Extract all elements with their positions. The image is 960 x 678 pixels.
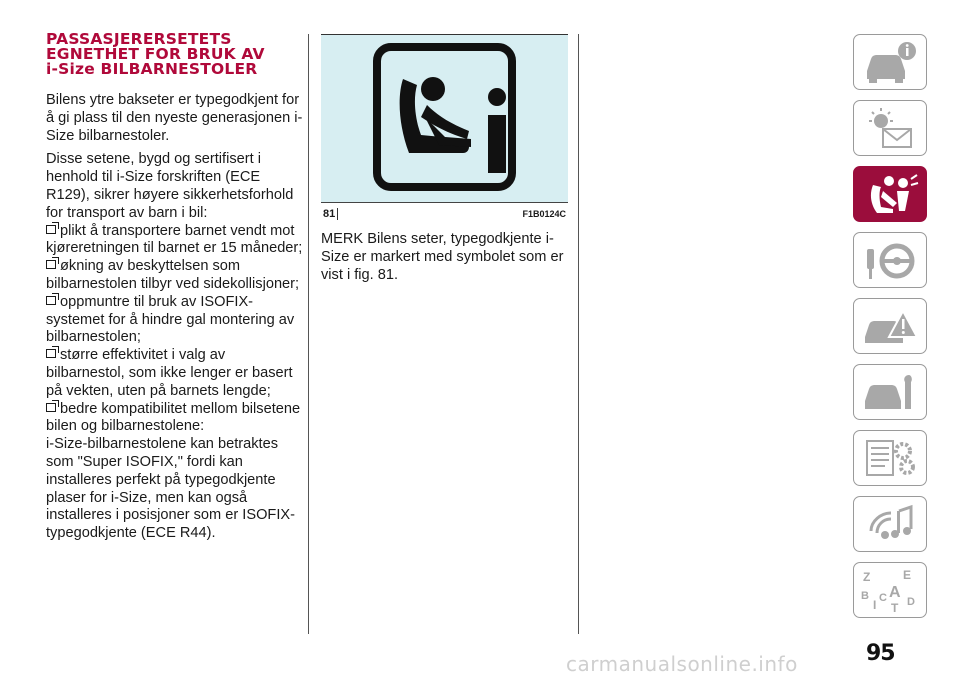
i-size-child-seat-symbol-icon [321,35,568,202]
body-column-left [46,92,304,549]
intro-paragraph: Bilens ytre bakseter er typegodkjent for å gi plass til den nyeste generasjonen i-Size bilbarnestoler. [46,92,303,144]
index-letter: I [873,598,877,612]
tab-safety[interactable] [853,166,927,222]
seat-airbag-safety-icon [859,171,921,217]
figure-code: F1B0124C [522,209,566,219]
checkbox-bullet-icon [46,260,56,269]
multimedia-icon [859,501,921,547]
isofix-paragraph: i-Size-bilbarnestolene kan betraktes som "Super ISOFIX," fordi kan installeres perfekt på typegodkjente plaser for i-Size, men kan også installeres i posisjoner som er ISOFIX-typegodkjente (ECE R44). [46,436,295,542]
list-item: plikt å transportere barnet vendt mot kjøreretningen til barnet er 15 måneder; [46,222,303,257]
index-letter: B [861,590,869,602]
figure-image [321,34,568,202]
heading-line: EGNETHET FOR BRUK AV [46,45,265,63]
tab-multimedia[interactable] [853,496,927,552]
tab-emergency[interactable] [853,298,927,354]
index-letter: E [903,568,912,582]
technical-data-gears-icon [859,435,921,481]
column-divider [578,34,579,634]
checkbox-bullet-icon [46,349,56,358]
car-emergency-icon [859,303,921,349]
checkbox-bullet-icon [46,403,56,412]
tab-index[interactable] [853,562,927,618]
alphabetical-index-icon [859,567,921,613]
tab-starting-driving[interactable] [853,232,927,288]
safety-paragraph: Disse setene, bygd og sertifisert i henhold til i-Size forskriften (ECE R129), sikrer høyere sikkerhetsforhold for transport av barn i bil: [46,151,294,221]
heading-line: i-Size BILBARNESTOLER [46,60,258,78]
column-divider [308,34,309,634]
checkbox-bullet-icon [46,225,56,234]
tab-technical-data[interactable] [853,430,927,486]
figure-caption [321,202,568,223]
tab-maintenance[interactable] [853,364,927,420]
index-letter: D [907,596,915,608]
key-steering-wheel-icon [859,237,921,283]
note-paragraph: MERK Bilens seter, typegodkjente i-Size er markert med symbolet som er vist i fig. 81. [321,231,564,283]
checkbox-bullet-icon [46,296,56,305]
index-letter: C [879,592,887,604]
section-heading [46,32,308,77]
warning-lights-message-icon [859,105,921,151]
tab-car-info[interactable] [853,34,927,90]
index-letter: T [891,601,899,613]
list-item: større effektivitet i valg av bilbarnestol, som ikke lenger er basert på vekten, uten på barnets lengde; [46,347,293,399]
watermark: carmanualsonline.info [566,652,798,676]
index-letter: Z [863,570,871,584]
heading-line: PASSASJERERSETETS [46,30,232,48]
figure-number: 81 [323,208,336,220]
page-number: 95 [866,641,895,666]
list-item: oppmuntre til bruk av ISOFIX-systemet for å hindre gal montering av bilbarnestolen; [46,293,295,346]
index-letter: A [889,584,901,601]
car-maintenance-icon [859,369,921,415]
car-info-icon [859,39,921,85]
list-item: bedre kompatibilitet mellom bilsetene bilen og bilbarnestolene: [46,400,301,435]
tab-warning-lights[interactable] [853,100,927,156]
list-item: økning av beskyttelsen som bilbarnestolen tilbyr ved sidekollisjoner; [46,258,300,292]
